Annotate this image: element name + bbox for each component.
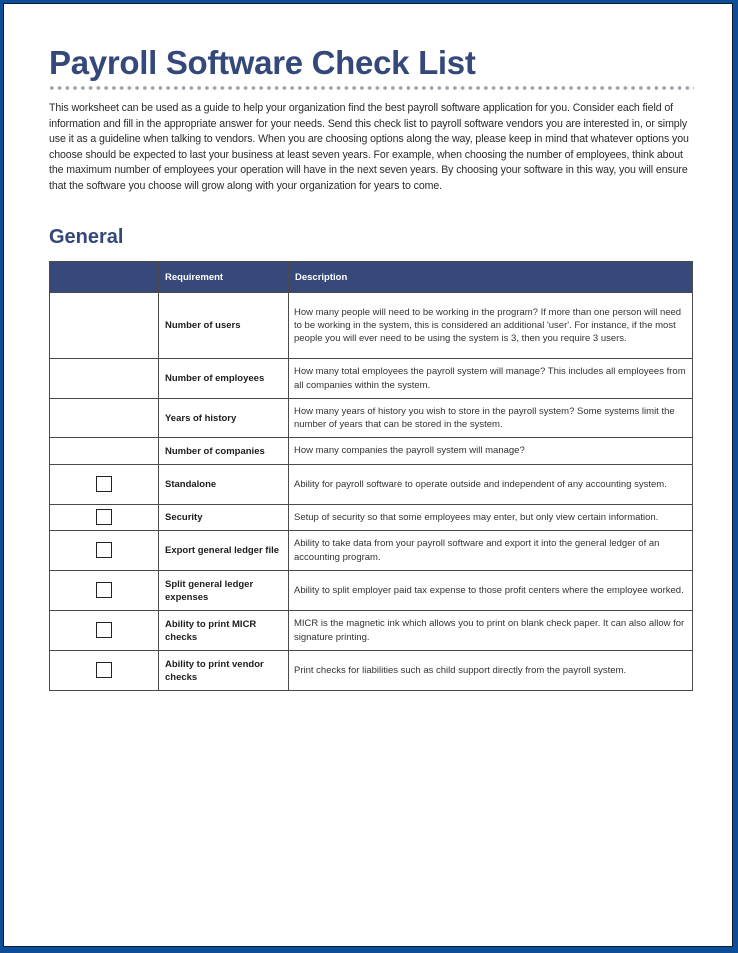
requirement-cell: Number of users — [159, 293, 289, 359]
document-page — [3, 3, 733, 947]
requirement-cell: Ability to print MICR checks — [159, 611, 289, 651]
table-row — [50, 359, 693, 399]
checkbox-split-general-ledger[interactable] — [96, 582, 112, 598]
page-title: Payroll Software Check List — [49, 44, 476, 81]
requirement-cell: Standalone — [159, 465, 289, 505]
checkbox-print-micr-checks[interactable] — [96, 622, 112, 638]
checkbox-cell — [50, 651, 159, 691]
table-row — [50, 399, 693, 438]
checkbox-cell — [50, 293, 159, 359]
description-cell: Setup of security so that some employees may enter, but only view certain information. — [289, 505, 693, 531]
checkbox-cell — [50, 571, 159, 611]
checkbox-cell — [50, 399, 159, 438]
requirement-cell: Years of history — [159, 399, 289, 438]
checkbox-cell — [50, 611, 159, 651]
description-cell: Ability to take data from your payroll software and export it into the general ledger of an accounting program. — [289, 531, 693, 571]
intro-paragraph: This worksheet can be used as a guide to help your organization find the best payroll software application for you. Consider each field of information and fill in the appropriate answer for your needs. Send this check list to payroll software vendors you are interested in, or simply use it as a guideline when talking to vendors. When you are choosing options along the way, please keep in mind that whatever options you choose should be expected to last your business at least seven years. For example, when choosing the number of employees, think about the maximum number of employees your operation will have in the next seven years. By choosing your software in this way, you will ensure that the software you choose will grow along with your organization for years to come. — [49, 102, 689, 192]
table-row — [50, 531, 693, 571]
description-cell: How many companies the payroll system will manage? — [289, 438, 693, 465]
description-cell: MICR is the magnetic ink which allows you to print on blank check paper. It can also allow for signature printing. — [289, 611, 693, 651]
table-row — [50, 571, 693, 611]
checkbox-print-vendor-checks[interactable] — [96, 662, 112, 678]
requirement-cell: Export general ledger file — [159, 531, 289, 571]
requirement-cell: Ability to print vendor checks — [159, 651, 289, 691]
requirement-cell: Security — [159, 505, 289, 531]
description-cell: Ability to split employer paid tax expense to those profit centers where the employee worked. — [289, 571, 693, 611]
description-cell: How many years of history you wish to store in the payroll system? Some systems limit the number of years that can be stored in the system. — [289, 399, 693, 438]
section-title-general: General — [49, 226, 124, 248]
checklist-table — [49, 261, 693, 691]
requirement-cell: Number of companies — [159, 438, 289, 465]
checkbox-standalone[interactable] — [96, 476, 112, 492]
table-row — [50, 505, 693, 531]
dotted-divider — [48, 85, 694, 91]
header-requirement: Requirement — [159, 262, 289, 293]
checkbox-security[interactable] — [96, 509, 112, 525]
description-cell: How many people will need to be working in the program? If more than one person will need to be working in the system, this is considered an additional 'user'. For instance, if the most people you will ever need to be using the system is 3, then you require 3 users. — [289, 293, 693, 359]
table-header-row — [50, 262, 693, 293]
description-cell: How many total employees the payroll system will manage? This includes all employees from all companies within the system. — [289, 359, 693, 399]
header-checkbox-column — [50, 262, 159, 293]
requirement-cell: Number of employees — [159, 359, 289, 399]
table-row — [50, 438, 693, 465]
checkbox-cell — [50, 505, 159, 531]
header-description: Description — [289, 262, 693, 293]
checkbox-export-general-ledger[interactable] — [96, 542, 112, 558]
checkbox-cell — [50, 438, 159, 465]
table-row — [50, 611, 693, 651]
table-row — [50, 293, 693, 359]
table-row — [50, 465, 693, 505]
checkbox-cell — [50, 359, 159, 399]
checkbox-cell — [50, 465, 159, 505]
table-row — [50, 651, 693, 691]
description-cell: Print checks for liabilities such as child support directly from the payroll system. — [289, 651, 693, 691]
description-cell: Ability for payroll software to operate outside and independent of any accounting system. — [289, 465, 693, 505]
requirement-cell: Split general ledger expenses — [159, 571, 289, 611]
checkbox-cell — [50, 531, 159, 571]
